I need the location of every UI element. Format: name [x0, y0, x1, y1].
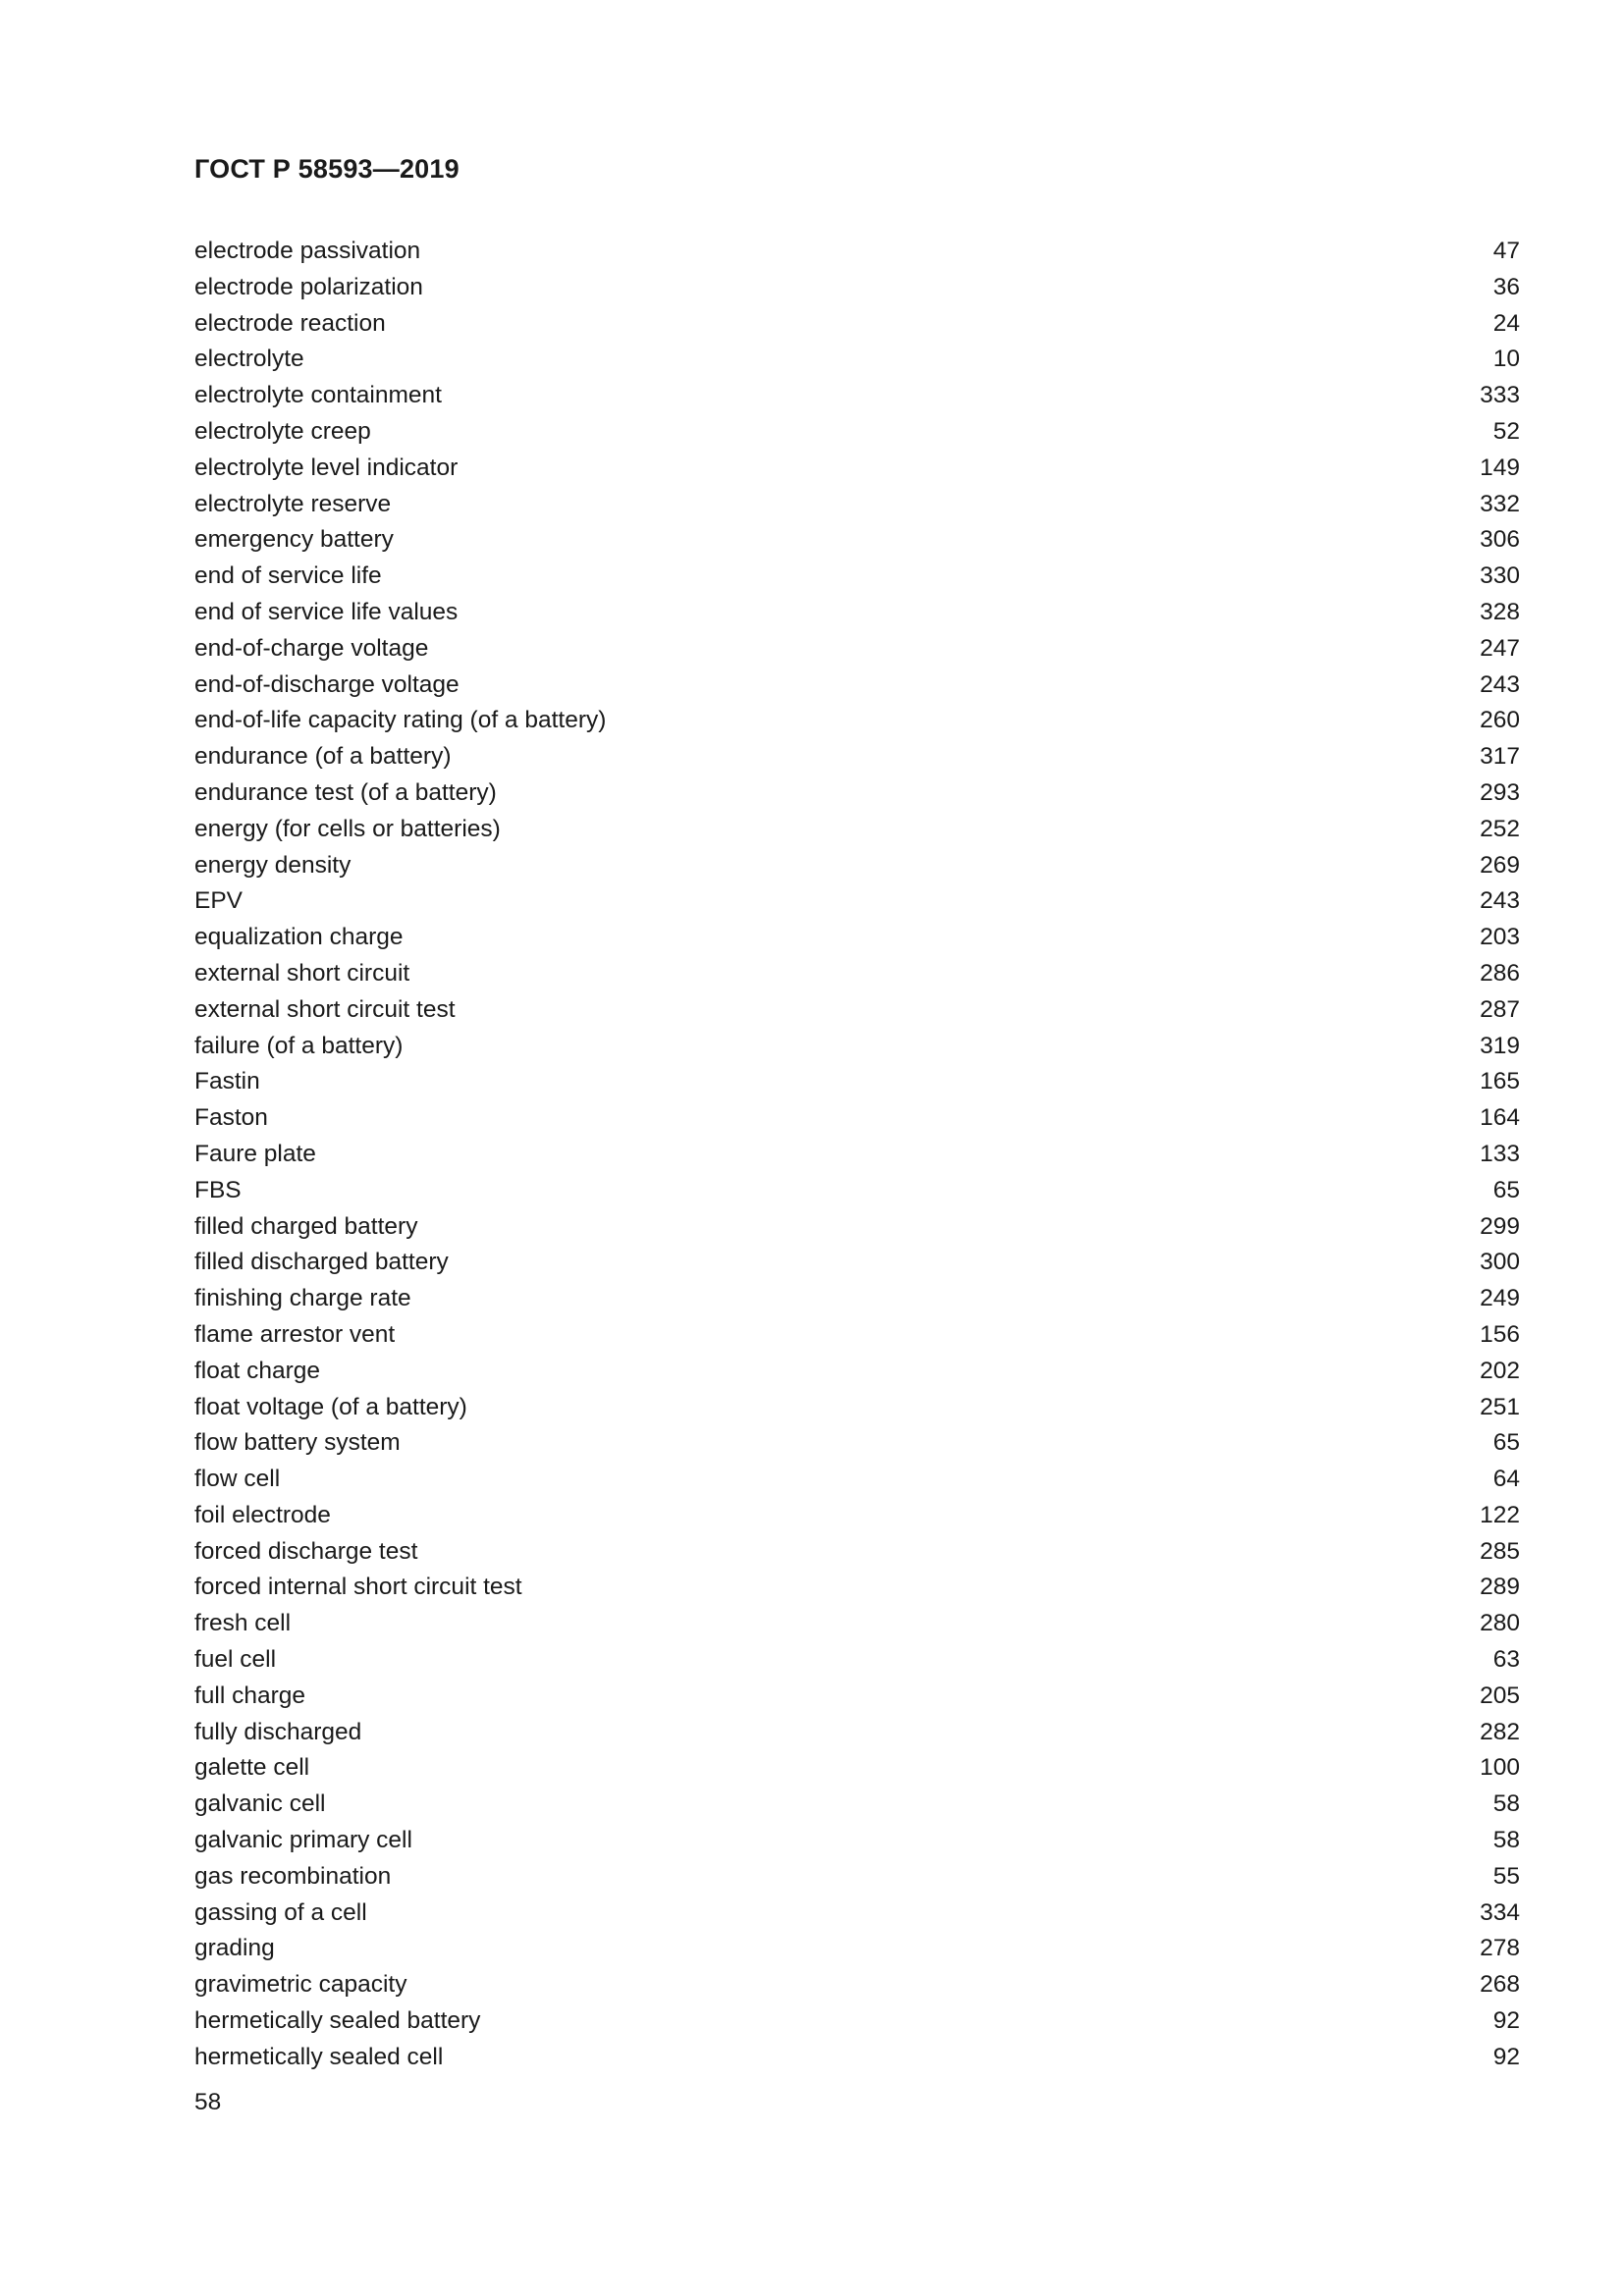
index-entry	[194, 378, 1520, 414]
index-term: gas recombination	[194, 1862, 392, 1890]
index-entry	[194, 1173, 1520, 1209]
index-page-ref: 282	[1480, 1718, 1520, 1745]
index-entry	[194, 631, 1520, 667]
index-entry	[194, 1281, 1520, 1317]
index-term: foil electrode	[194, 1501, 331, 1528]
index-term: filled discharged battery	[194, 1249, 449, 1276]
index-page-ref: 285	[1480, 1537, 1520, 1565]
index-entry	[194, 1570, 1520, 1606]
index-term: gravimetric capacity	[194, 1971, 407, 1999]
index-entry	[194, 1390, 1520, 1426]
index-term: flow battery system	[194, 1429, 401, 1457]
index-term: electrolyte reserve	[194, 490, 392, 517]
index-page-ref: 92	[1492, 2043, 1520, 2070]
index-term: external short circuit test	[194, 995, 456, 1023]
index-entry	[194, 1498, 1520, 1534]
index-entry	[194, 992, 1520, 1029]
index-entry	[194, 1859, 1520, 1896]
index-entry	[194, 775, 1520, 812]
index-entry	[194, 1896, 1520, 1932]
index-page-ref: 24	[1492, 309, 1520, 337]
index-page-ref: 164	[1480, 1104, 1520, 1132]
index-term: external short circuit	[194, 959, 410, 987]
index-term: equalization charge	[194, 924, 404, 951]
index-entry	[194, 1245, 1520, 1281]
index-page-ref: 286	[1480, 959, 1520, 987]
index-page-ref: 92	[1492, 2007, 1520, 2035]
index-term: fresh cell	[194, 1610, 292, 1637]
page-number: 58	[194, 2089, 222, 2115]
index-term: gassing of a cell	[194, 1898, 367, 1926]
index-page-ref: 243	[1480, 670, 1520, 698]
index-entry	[194, 2040, 1520, 2076]
index-page-ref: 202	[1480, 1357, 1520, 1384]
index-term: full charge	[194, 1682, 306, 1709]
index-page-ref: 65	[1492, 1429, 1520, 1457]
index-entry	[194, 1462, 1520, 1498]
index-entry	[194, 920, 1520, 956]
index-entry	[194, 667, 1520, 704]
index-term: grading	[194, 1935, 275, 1962]
index-term: electrolyte level indicator	[194, 454, 459, 481]
index-entry	[194, 1715, 1520, 1751]
index-term: flame arrestor vent	[194, 1320, 396, 1348]
index-page-ref: 205	[1480, 1682, 1520, 1709]
index-page-ref: 165	[1480, 1068, 1520, 1095]
index-term: electrolyte	[194, 346, 304, 373]
index-entry	[194, 1209, 1520, 1246]
index-page-ref: 280	[1480, 1610, 1520, 1637]
index-list	[194, 234, 1520, 2076]
index-page-ref: 317	[1480, 743, 1520, 771]
index-page-ref: 65	[1492, 1176, 1520, 1203]
index-page-ref: 252	[1480, 815, 1520, 842]
index-entry	[194, 1679, 1520, 1715]
index-term: electrode polarization	[194, 273, 423, 300]
index-page-ref: 306	[1480, 526, 1520, 554]
index-entry	[194, 306, 1520, 343]
index-entry	[194, 522, 1520, 559]
index-entry	[194, 1064, 1520, 1100]
index-page-ref: 55	[1492, 1862, 1520, 1890]
index-page-ref: 52	[1492, 417, 1520, 445]
index-page-ref: 278	[1480, 1935, 1520, 1962]
index-entry	[194, 703, 1520, 739]
index-entry	[194, 1100, 1520, 1137]
index-page-ref: 287	[1480, 995, 1520, 1023]
index-entry	[194, 1642, 1520, 1679]
index-entry	[194, 883, 1520, 920]
index-entry	[194, 342, 1520, 378]
index-page-ref: 269	[1480, 851, 1520, 879]
index-term: Faure plate	[194, 1140, 316, 1167]
index-term: electrolyte containment	[194, 382, 442, 409]
index-term: forced internal short circuit test	[194, 1574, 522, 1601]
index-entry	[194, 1354, 1520, 1390]
index-term: flow cell	[194, 1466, 281, 1493]
index-entry	[194, 2003, 1520, 2040]
index-term: fully discharged	[194, 1718, 362, 1745]
index-entry	[194, 487, 1520, 523]
index-page-ref: 156	[1480, 1320, 1520, 1348]
index-page-ref: 334	[1480, 1898, 1520, 1926]
index-term: emergency battery	[194, 526, 394, 554]
index-page-ref: 58	[1492, 1790, 1520, 1818]
index-term: end of service life	[194, 562, 382, 590]
index-entry	[194, 270, 1520, 306]
index-page-ref: 251	[1480, 1393, 1520, 1420]
index-entry	[194, 414, 1520, 451]
index-page-ref: 330	[1480, 562, 1520, 590]
index-page-ref: 300	[1480, 1249, 1520, 1276]
index-entry	[194, 1029, 1520, 1065]
index-term: float charge	[194, 1357, 321, 1384]
index-entry	[194, 1787, 1520, 1823]
index-entry	[194, 739, 1520, 775]
index-page-ref: 328	[1480, 598, 1520, 625]
index-entry	[194, 595, 1520, 631]
index-term: failure (of a battery)	[194, 1032, 404, 1059]
index-entry	[194, 1606, 1520, 1642]
index-entry	[194, 956, 1520, 992]
index-page-ref: 268	[1480, 1971, 1520, 1999]
index-entry	[194, 1425, 1520, 1462]
index-page-ref: 149	[1480, 454, 1520, 481]
index-term: electrode reaction	[194, 309, 386, 337]
index-page-ref: 243	[1480, 887, 1520, 915]
index-term: end-of-discharge voltage	[194, 670, 460, 698]
index-term: energy density	[194, 851, 352, 879]
index-term: galvanic primary cell	[194, 1827, 412, 1854]
index-page-ref: 58	[1492, 1827, 1520, 1854]
index-term: end of service life values	[194, 598, 459, 625]
index-page-ref: 203	[1480, 924, 1520, 951]
index-entry	[194, 812, 1520, 848]
index-term: finishing charge rate	[194, 1285, 411, 1312]
index-page-ref: 293	[1480, 778, 1520, 806]
index-page-ref: 10	[1492, 346, 1520, 373]
index-page-ref: 122	[1480, 1501, 1520, 1528]
index-term: EPV	[194, 887, 244, 915]
index-entry	[194, 234, 1520, 270]
index-entry	[194, 1317, 1520, 1354]
index-term: endurance (of a battery)	[194, 743, 452, 771]
document-header: ГОСТ Р 58593—2019	[194, 154, 460, 184]
index-term: galette cell	[194, 1754, 310, 1782]
index-term: energy (for cells or batteries)	[194, 815, 501, 842]
index-entry	[194, 559, 1520, 595]
index-term: electrode passivation	[194, 238, 421, 264]
index-term: Fastin	[194, 1068, 260, 1095]
index-page-ref: 249	[1480, 1285, 1520, 1312]
index-term: hermetically sealed battery	[194, 2007, 481, 2035]
index-page-ref: 319	[1480, 1032, 1520, 1059]
index-entry	[194, 848, 1520, 884]
index-page-ref: 260	[1480, 707, 1520, 734]
index-page-ref: 289	[1480, 1574, 1520, 1601]
index-entry	[194, 1931, 1520, 1967]
index-entry	[194, 1750, 1520, 1787]
index-page-ref: 47	[1492, 238, 1520, 264]
index-page-ref: 333	[1480, 382, 1520, 409]
index-page-ref: 36	[1492, 273, 1520, 300]
index-term: end-of-charge voltage	[194, 634, 429, 662]
index-term: galvanic cell	[194, 1790, 326, 1818]
index-page-ref: 100	[1480, 1754, 1520, 1782]
index-term: float voltage (of a battery)	[194, 1393, 467, 1420]
index-page-ref: 63	[1492, 1646, 1520, 1674]
index-entry	[194, 1137, 1520, 1173]
index-term: FBS	[194, 1176, 242, 1203]
index-entry	[194, 451, 1520, 487]
index-term: fuel cell	[194, 1646, 277, 1674]
index-page-ref: 64	[1492, 1466, 1520, 1493]
index-page-ref: 299	[1480, 1212, 1520, 1240]
index-page-ref: 247	[1480, 634, 1520, 662]
index-entry	[194, 1534, 1520, 1571]
index-term: electrolyte creep	[194, 417, 371, 445]
index-term: hermetically sealed cell	[194, 2043, 444, 2070]
index-term: Faston	[194, 1104, 268, 1132]
index-entry	[194, 1823, 1520, 1859]
index-page-ref: 332	[1480, 490, 1520, 517]
index-term: endurance test (of a battery)	[194, 778, 497, 806]
index-term: forced discharge test	[194, 1537, 418, 1565]
index-term: filled charged battery	[194, 1212, 418, 1240]
index-entry	[194, 1967, 1520, 2003]
index-term: end-of-life capacity rating (of a battery)	[194, 707, 607, 734]
index-page-ref: 133	[1480, 1140, 1520, 1167]
